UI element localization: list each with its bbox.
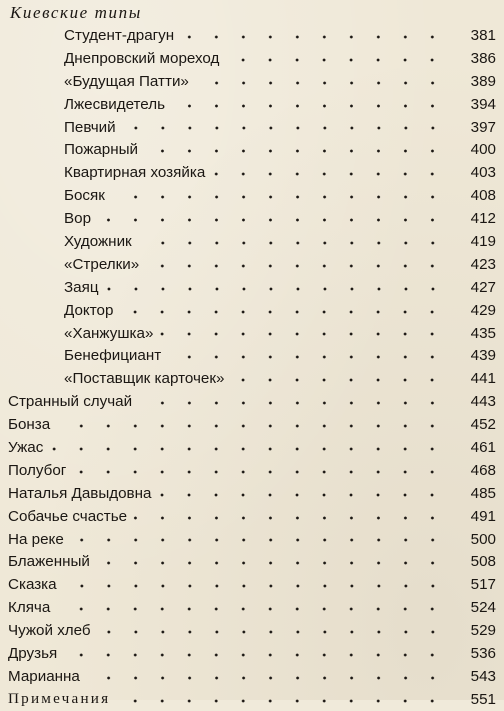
toc-entry [0,116,504,139]
entry-title: Вор [64,210,92,228]
entry-page-number: 508 [470,553,496,571]
dot-leader [63,581,446,591]
entry-title: Певчий [64,118,116,136]
toc-entry [0,665,504,688]
dot-leader [138,238,446,248]
dot-leader [111,192,446,202]
dot-leader [63,650,446,660]
toc-entry [0,47,504,70]
toc-entry [0,528,504,551]
toc-entry [0,93,504,116]
toc-entry [0,436,504,459]
toc-entry [0,253,504,276]
entry-page-number: 461 [470,438,496,456]
entry-page-number: 443 [470,393,496,411]
dot-leader [56,421,446,431]
toc-entry [0,459,504,482]
entry-page-number: 439 [470,347,496,365]
entry-page-number: 389 [470,72,496,90]
entry-title: Бонза [8,416,51,434]
toc-entry [0,276,504,299]
toc-entry [0,138,504,161]
dot-leader [105,284,446,294]
dot-leader [144,146,446,156]
toc-entry [0,322,504,345]
entry-title: Марианна [8,667,80,685]
entry-page-number: 423 [470,255,496,273]
entry-title: Бенефициант [64,347,162,365]
entry-title: «Поставщик карточек» [64,370,225,388]
entry-page-number: 543 [470,667,496,685]
entry-page-number: 536 [470,644,496,662]
entry-page-number: 403 [470,164,496,182]
toc-entry [0,550,504,573]
dot-leader [116,696,446,706]
dot-leader [72,467,446,477]
entry-page-number: 452 [470,416,496,434]
entry-page-number: 500 [470,530,496,548]
entry-title: Друзья [8,644,58,662]
dot-leader [119,307,446,317]
dot-leader [145,261,446,271]
entry-page-number: 529 [470,622,496,640]
dot-leader [180,32,446,42]
entry-title: Примечания [8,690,111,708]
entry-title: Лжесвидетель [64,95,166,113]
dot-leader [86,673,446,683]
dot-leader [96,558,446,568]
entry-title: Босяк [64,187,105,205]
dot-leader [133,513,446,523]
toc-entry-notes [0,688,504,711]
dot-leader [167,352,446,362]
toc-entry [0,299,504,322]
entry-title: Студент-драгун [64,26,175,44]
entry-title: «Стрелки» [64,255,140,273]
dot-leader [195,78,446,88]
toc-entry [0,161,504,184]
dot-leader [157,490,446,500]
entry-title: Блаженный [8,553,90,571]
entry-page-number: 400 [470,141,496,159]
entry-page-number: 419 [470,232,496,250]
entry-title: Полубог [8,461,67,479]
entry-page-number: 551 [470,690,496,708]
toc-entry [0,207,504,230]
toc-entry [0,596,504,619]
entry-page-number: 524 [470,599,496,617]
entry-title: Художник [64,232,132,250]
section-title: Киевские типы [10,3,142,22]
toc-entry [0,344,504,367]
entry-page-number: 427 [470,278,496,296]
entry-title: Чужой хлеб [8,622,91,640]
entry-page-number: 412 [470,210,496,228]
entry-page-number: 517 [470,576,496,594]
toc-entry [0,482,504,505]
toc-entry [0,184,504,207]
entry-page-number: 394 [470,95,496,113]
entry-title: Ужас [8,438,44,456]
toc-entry [0,230,504,253]
dot-leader [211,169,446,179]
entry-page-number: 491 [470,507,496,525]
dot-leader [70,535,446,545]
entry-title: Странный случай [8,393,133,411]
dot-leader [159,329,446,339]
toc-entry [0,505,504,528]
toc-entry [0,390,504,413]
table-of-contents [0,24,504,711]
entry-title: Заяц [64,278,99,296]
entry-page-number: 408 [470,187,496,205]
entry-page-number: 435 [470,324,496,342]
entry-title: «Будущая Патти» [64,72,189,90]
entry-page-number: 468 [470,461,496,479]
dot-leader [138,398,446,408]
entry-title: Собачье счастье [8,507,128,525]
entry-title: Сказка [8,576,57,594]
entry-title: Наталья Давыдовна [8,484,152,502]
toc-entry [0,70,504,93]
entry-page-number: 485 [470,484,496,502]
dot-leader [97,215,446,225]
toc-entry [0,619,504,642]
entry-title: «Ханжушка» [64,324,154,342]
entry-page-number: 381 [470,26,496,44]
dot-leader [225,55,446,65]
toc-entry [0,573,504,596]
entry-title: Пожарный [64,141,139,159]
dot-leader [56,604,446,614]
entry-title: Кляча [8,599,51,617]
toc-entry [0,24,504,47]
entry-page-number: 397 [470,118,496,136]
entry-page-number: 441 [470,370,496,388]
dot-leader [122,123,446,133]
entry-title: На реке [8,530,64,548]
dot-leader [230,375,446,385]
dot-leader [49,444,446,454]
toc-entry [0,642,504,665]
entry-title: Квартирная хозяйка [64,164,206,182]
dot-leader [171,101,446,111]
toc-entry [0,413,504,436]
entry-page-number: 429 [470,301,496,319]
entry-title: Доктор [64,301,114,319]
entry-page-number: 386 [470,49,496,67]
toc-entry [0,367,504,390]
entry-title: Днепровский мореход [64,49,220,67]
dot-leader [97,627,446,637]
